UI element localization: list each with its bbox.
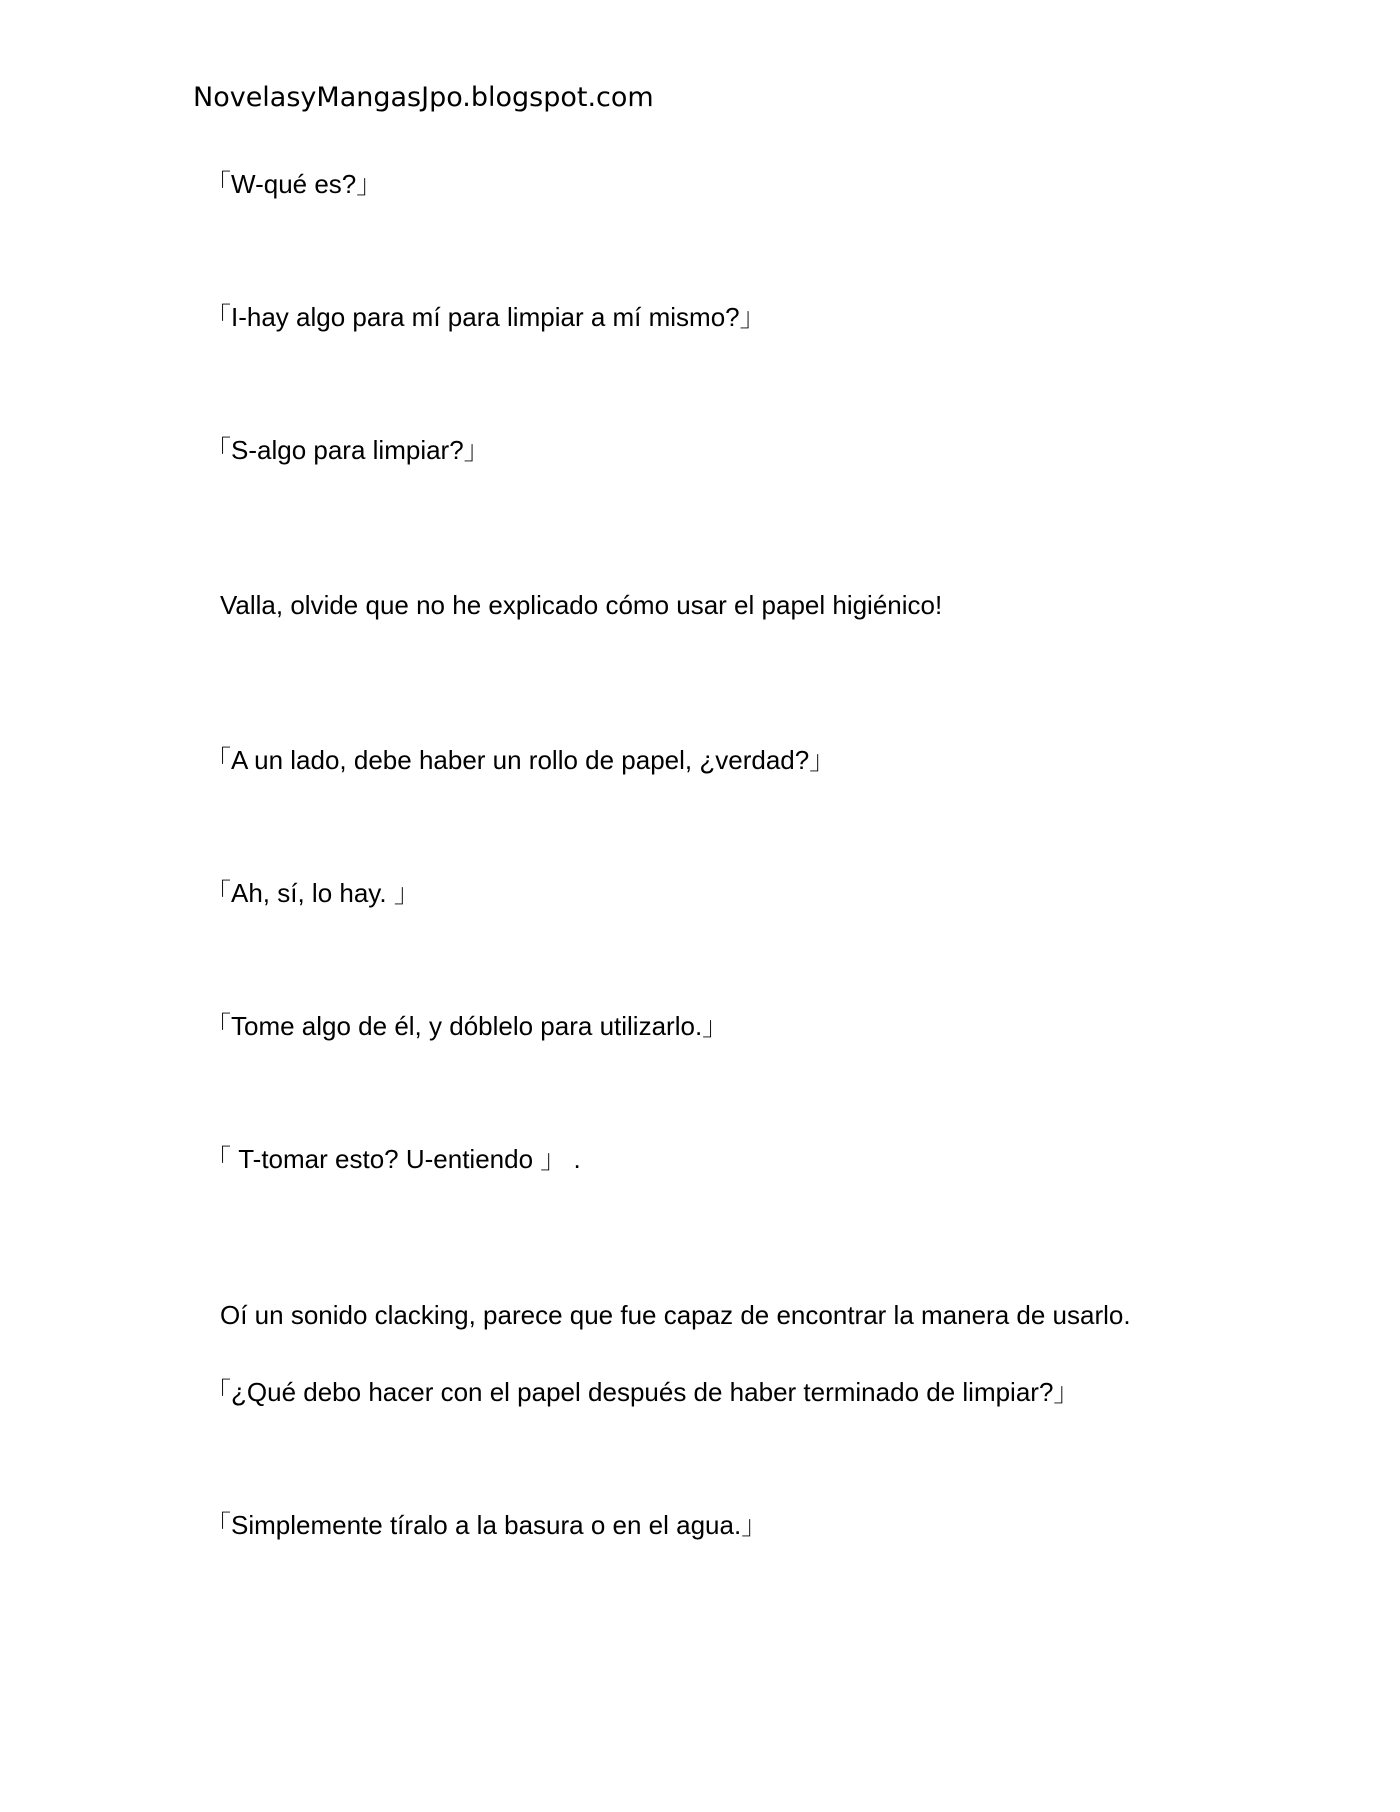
dialogue-line: 「Ah, sí, lo hay. 」 (205, 878, 420, 908)
dialogue-line: 「Simplemente tíralo a la basura o en el agua.」 (205, 1510, 768, 1540)
dialogue-line: 「I-hay algo para mí para limpiar a mí mismo?」 (205, 302, 766, 332)
dialogue-line: 「W-qué es?」 (205, 169, 383, 199)
dialogue-line: 「A un lado, debe haber un rollo de papel, ¿verdad?」 (205, 745, 836, 775)
site-header: NovelasyMangasJpo.blogspot.com (193, 82, 654, 113)
narration-line: Valla, olvide que no he explicado cómo usar el papel higiénico! (220, 590, 943, 620)
narration-line: Oí un sonido clacking, parece que fue capaz de encontrar la manera de usarlo. (220, 1300, 1131, 1330)
dialogue-line: 「 T-tomar esto? U-entiendo 」 . (205, 1144, 581, 1174)
dialogue-line: 「S-algo para limpiar?」 (205, 435, 490, 465)
dialogue-line: 「Tome algo de él, y dóblelo para utilizarlo.」 (205, 1011, 729, 1041)
dialogue-line: 「¿Qué debo hacer con el papel después de haber terminado de limpiar?」 (205, 1377, 1080, 1407)
